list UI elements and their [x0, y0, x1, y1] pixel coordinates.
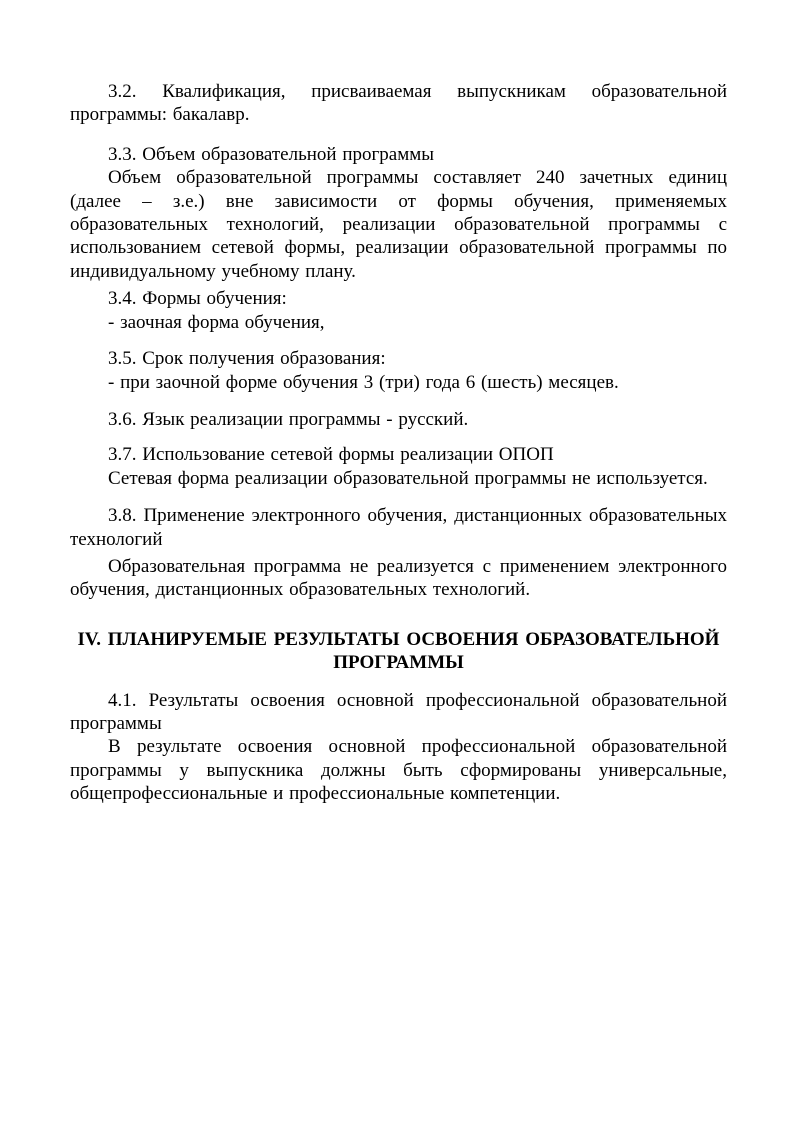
- para-3-4-title: 3.4. Формы обучения:: [108, 288, 287, 310]
- document-content: [70, 80, 727, 806]
- para-3-3-title: 3.3. Объем образовательной программы: [108, 143, 435, 165]
- para-3-7-title: 3.7. Использование сетевой формы реализации ОПОП: [108, 444, 554, 466]
- para-3-8-body: Образовательная программа не реализуется с применением электронного обучения, дистанционных образовательных технологий.: [70, 555, 727, 601]
- para-3-6-language: 3.6. Язык реализации программы - русский.: [108, 408, 469, 430]
- heading-section-iv: IV. ПЛАНИРУЕМЫЕ РЕЗУЛЬТАТЫ ОСВОЕНИЯ ОБРАЗОВАТЕЛЬНОЙ ПРОГРАММЫ: [77, 628, 720, 674]
- para-3-5-title: 3.5. Срок получения образования:: [108, 348, 386, 370]
- para-4-1-body: В результате освоения основной профессиональной образовательной программы у выпускника должны быть сформированы универсальные, общепрофессиональные и профессиональные компетенции.: [70, 736, 727, 805]
- para-3-4-list-item: - заочная форма обучения,: [108, 311, 325, 333]
- para-3-2-qualification: 3.2. Квалификация, присваиваемая выпускникам образовательной программы: бакалавр.: [70, 81, 727, 126]
- para-4-1-title: 4.1. Результаты освоения основной профессиональной образовательной программы: [70, 689, 727, 734]
- para-3-3-body: Объем образовательной программы составляет 240 зачетных единиц (далее – з.е.) вне зависимости от формы обучения, применяемых образовательных технологий, реализации образовательной программы с использованием сетевой формы, реализации образовательной программы по индивидуальному учебному плану.: [70, 167, 727, 282]
- para-3-8-title: 3.8. Применение электронного обучения, дистанционных образовательных технологий: [70, 505, 727, 550]
- para-3-5-list-item: - при заочной форме обучения 3 (три) года 6 (шесть) месяцев.: [108, 372, 619, 394]
- para-3-7-body: Сетевая форма реализации образовательной программы не используется.: [108, 467, 708, 489]
